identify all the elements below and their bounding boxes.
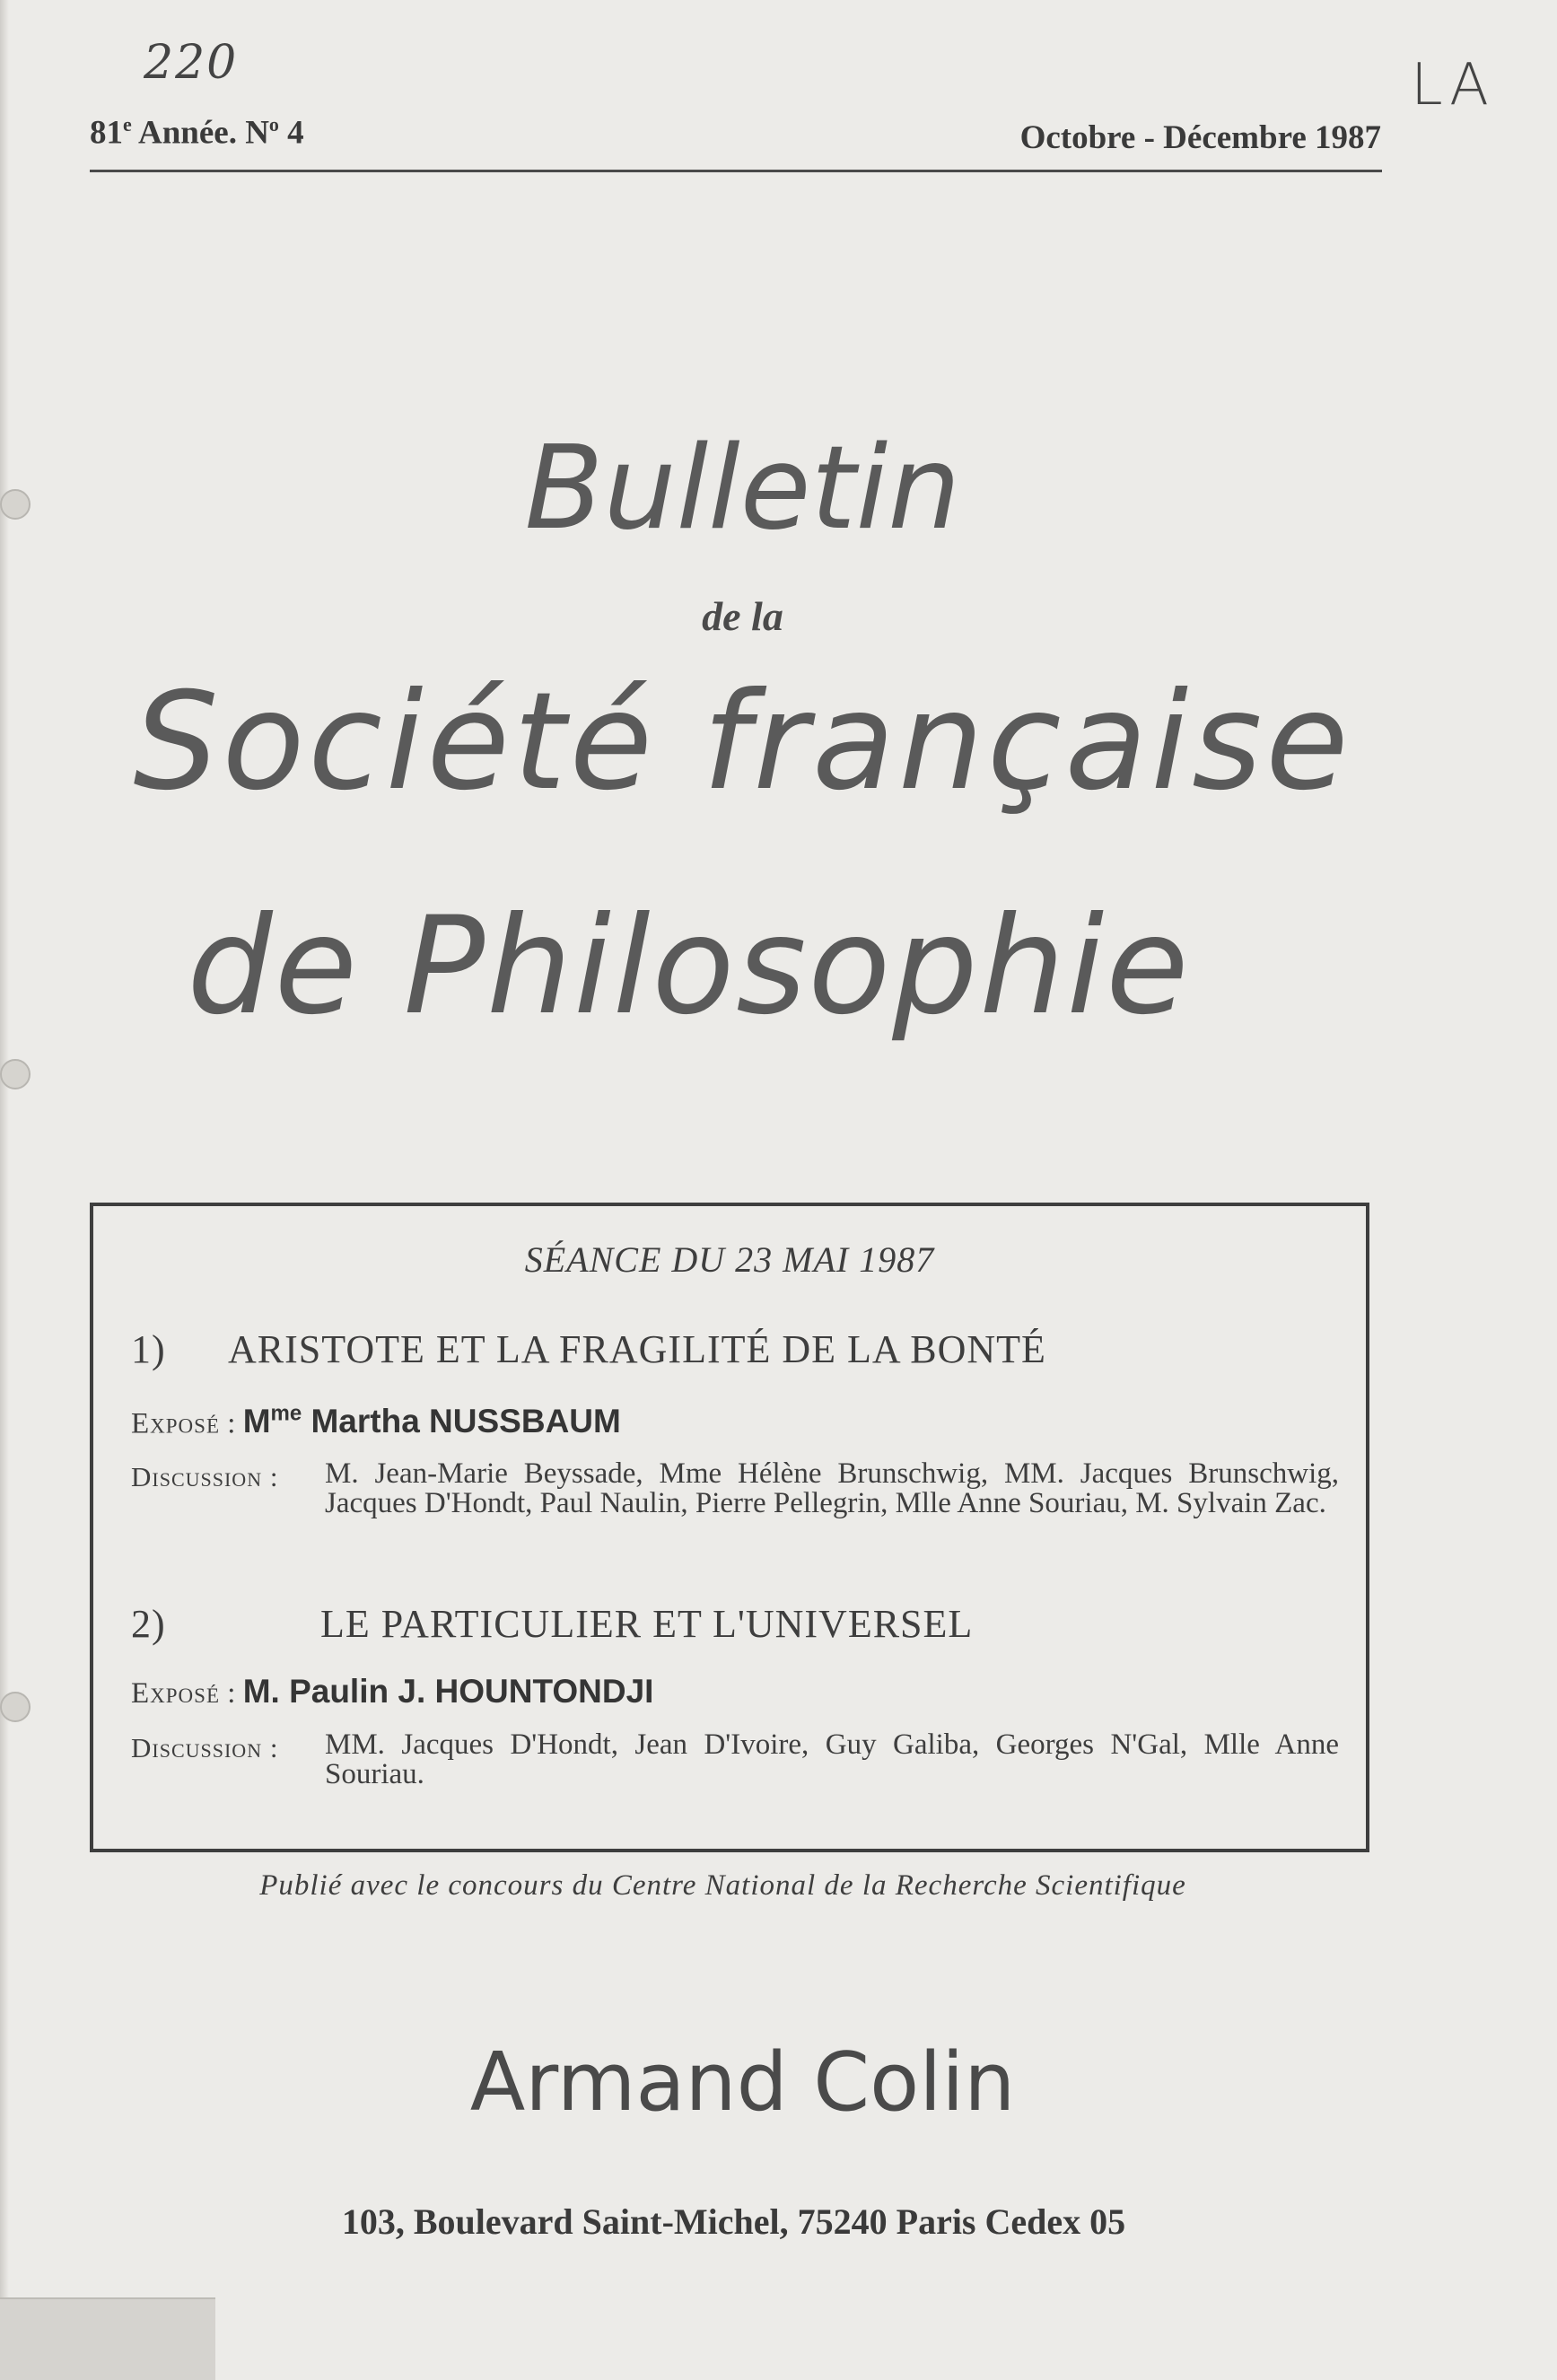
issue-no: 4 (278, 114, 304, 152)
discussion-label: Discussion : (131, 1732, 279, 1763)
page-left-edge (0, 0, 9, 2378)
speaker-name: M. Paulin J. HOUNTONDJI (242, 1673, 654, 1710)
header-rule (90, 170, 1382, 172)
discussion-label-text: Discussion (131, 1461, 263, 1492)
item-number: 2) (131, 1602, 166, 1646)
discussion-label-text: Discussion (131, 1732, 263, 1763)
issue-year-number: 81 (90, 114, 123, 152)
library-tape (0, 2297, 215, 2380)
discussion-label: Discussion : (131, 1461, 279, 1492)
handwritten-number: 220 (144, 36, 239, 90)
speaker-name (243, 1403, 621, 1439)
title-de-la: de la (702, 593, 783, 639)
binding-hole (0, 1692, 31, 1722)
title-societe-francaise: Société française (133, 664, 1352, 820)
issue-year-sup: e (123, 113, 132, 136)
speaker-surname: Martha NUSSBAUM (302, 1403, 621, 1440)
issue-date: Octobre - Décembre 1987 (1019, 119, 1381, 156)
publisher-address: 103, Boulevard Saint-Michel, 75240 Paris Cedex 05 (341, 2201, 1126, 2242)
discussion-participants: M. Jean-Marie Beyssade, Mme Hélène Brunschwig, MM. Jacques Brunschwig, Jacques D'Hondt, Paul Naulin, Pierre Pellegrin, Mlle Anne Souriau, M. Sylvain Zac. (325, 1457, 1339, 1519)
funding-notice: Publié avec le concours du Centre National de la Recherche Scientifique (259, 1869, 1186, 1902)
speaker-prefix: M (242, 1403, 271, 1440)
expose-label: Exposé (131, 1407, 221, 1440)
item-title: LE PARTICULIER ET L'UNIVERSEL (320, 1602, 974, 1646)
binding-hole (0, 1059, 31, 1089)
discussion-participants: MM. Jacques D'Hondt, Jean D'Ivoire, Guy Galiba, Georges N'Gal, Mlle Anne Souriau. (325, 1728, 1339, 1790)
title-de-philosophie: de Philosophie (187, 888, 1191, 1045)
publisher-name: Armand Colin (469, 2035, 1016, 2130)
expose-label: Exposé (131, 1677, 221, 1710)
handwritten-initials: LA (1411, 52, 1494, 118)
title-bulletin: Bulletin (524, 422, 961, 556)
expose-line: Exposé : $M^{me}$ Martha NUSSBAUM (131, 1402, 621, 1440)
item-title: ARISTOTE ET LA FRAGILITÉ DE LA BONTÉ (228, 1327, 1046, 1371)
speaker-sup: me (270, 1402, 302, 1426)
seance-title: SÉANCE DU 23 MAI 1987 (524, 1239, 935, 1280)
expose-line: Exposé : M. Paulin J. HOUNTONDJI (131, 1673, 654, 1710)
seance-box (90, 1203, 1369, 1852)
issue-no-sup: o (268, 113, 279, 136)
issue-annee-label: Année. N (131, 114, 269, 152)
item-number: 1) (131, 1327, 166, 1371)
issue-number (90, 113, 304, 152)
